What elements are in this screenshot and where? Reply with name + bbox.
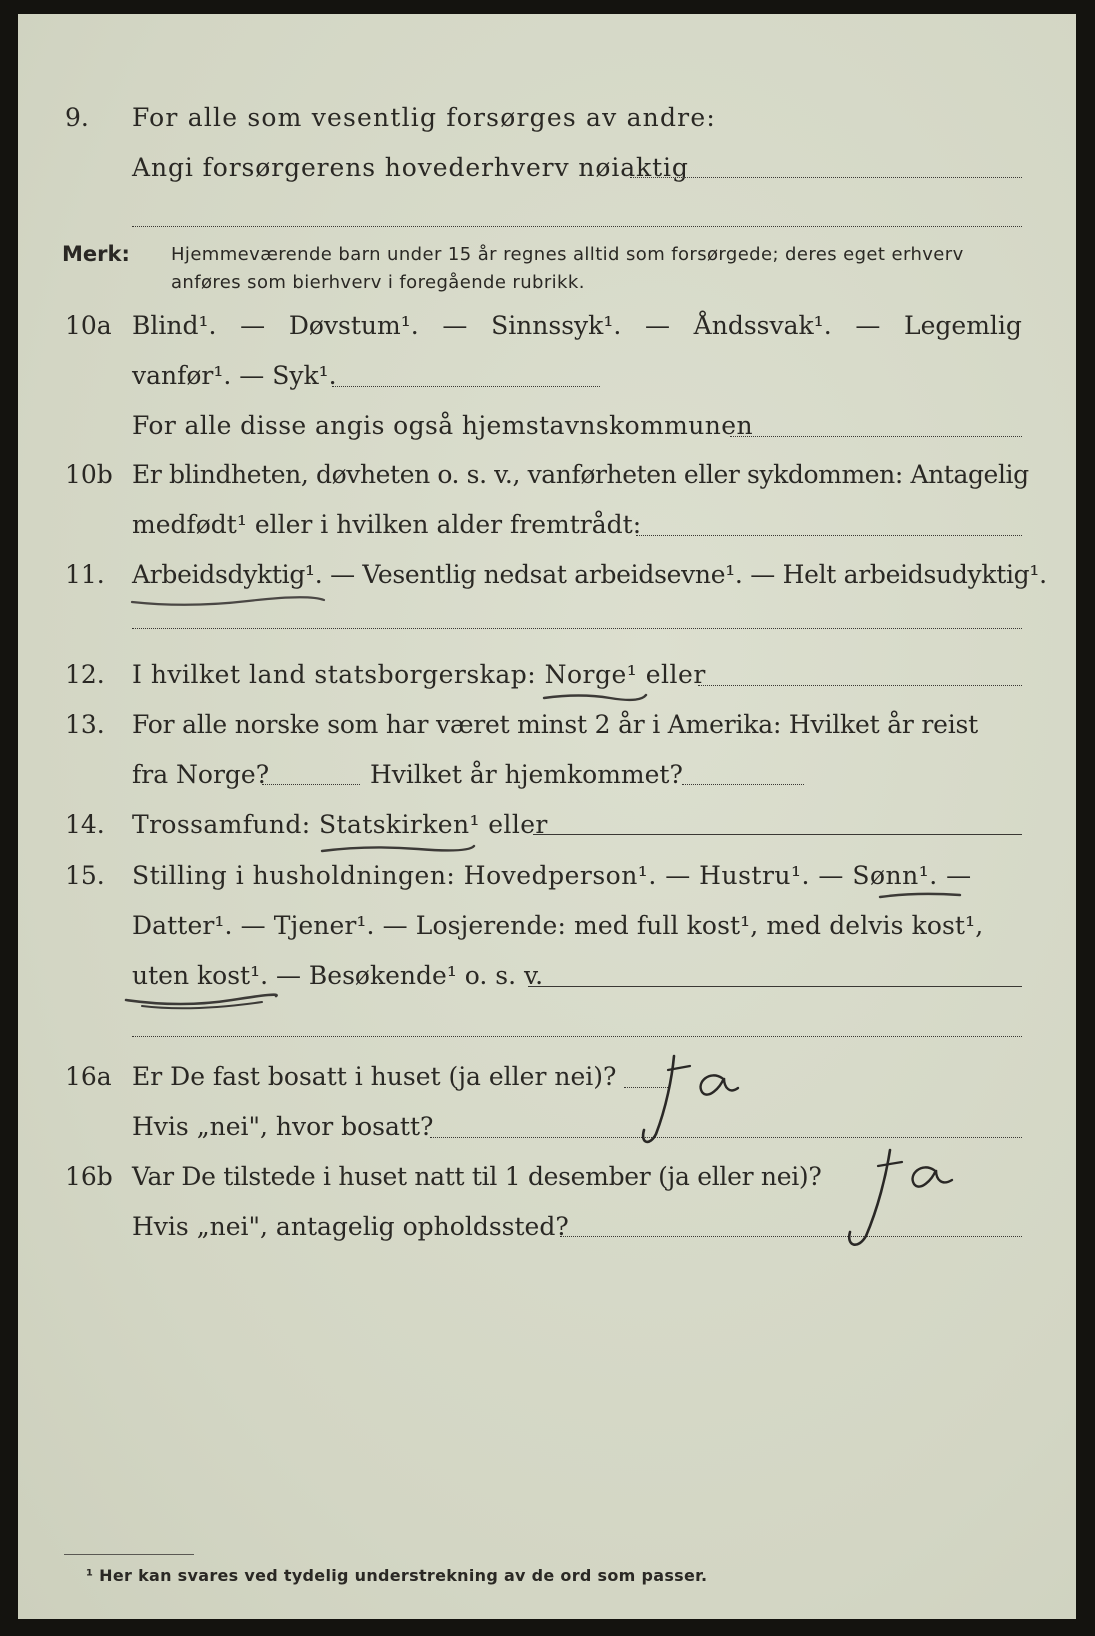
q10a-line3 — [18, 406, 1076, 446]
q16a-line2 — [18, 1107, 1076, 1147]
q10a-options — [132, 306, 1022, 346]
q13-number: 13. — [65, 710, 105, 739]
q10a-text-2: vanfør¹. — Syk¹. — [132, 361, 337, 390]
merk-text-2: anføres som bierhverv i foregående rubrikk. — [171, 272, 585, 293]
q14-text-1: Trossamfund: Statskirken¹ eller — [132, 810, 548, 839]
q13-answer-line-home — [682, 784, 804, 785]
q10b-number: 10b — [65, 460, 113, 489]
q10a-option-dovstum: Døvstum¹. — [288, 311, 419, 340]
q16a-text-2: Hvis „nei", hvor bosatt? — [132, 1112, 434, 1141]
q10a-option-blind: Blind¹. — [132, 311, 217, 340]
q13-text-1: For alle norske som har været minst 2 år i Amerika: Hvilket år reist — [132, 710, 979, 739]
q15-number: 15. — [65, 861, 105, 890]
q10a-dash-1: — — [240, 311, 266, 340]
q13-text-2a: fra Norge? — [132, 760, 270, 789]
handwritten-underline-uten-kost — [122, 986, 282, 1016]
q15-text-2: Datter¹. — Tjener¹. — Losjerende: med full kost¹, med delvis kost¹, — [132, 911, 984, 940]
q15-line2 — [18, 906, 1076, 946]
q10b-text-2: medfødt¹ eller i hvilken alder fremtrådt: — [132, 510, 642, 539]
q16a-number: 16a — [65, 1062, 112, 1091]
q13-line2 — [18, 755, 1076, 795]
q13-answer-line-from — [262, 784, 360, 785]
q14-number: 14. — [65, 810, 105, 839]
footnote-rule — [64, 1554, 194, 1555]
q9-answer-line-1 — [630, 177, 1022, 178]
q16b-text-1: Var De tilstede i huset natt til 1 desember (ja eller nei)? — [132, 1162, 822, 1191]
handwritten-underline-sonn — [876, 888, 966, 904]
q16b-number: 16b — [65, 1162, 113, 1191]
q10a-answer-line-1 — [332, 386, 600, 387]
q10b-line1 — [18, 455, 1076, 495]
q11-answer-line — [132, 628, 1022, 629]
q10a-dash-4: — — [855, 311, 881, 340]
merk-label: Merk: — [62, 242, 130, 266]
q12-text-1: I hvilket land statsborgerskap: Norge¹ eller — [132, 660, 706, 689]
q10a-line2 — [18, 356, 1076, 396]
handwritten-underline-arbeidsdyktig — [128, 592, 328, 612]
handwritten-underline-statskirken — [318, 840, 478, 858]
q15-text-3: uten kost¹. — Besøkende¹ o. s. v. — [132, 961, 544, 990]
q10a-dash-3: — — [644, 311, 670, 340]
q10b-text-1: Er blindheten, døvheten o. s. v., vanførheten eller sykdommen: Antagelig — [132, 460, 1029, 489]
q9-line1 — [18, 98, 1076, 138]
q10b-answer-line — [636, 535, 1022, 536]
q10a-dash-2: — — [442, 311, 468, 340]
q12-line1 — [18, 655, 1076, 695]
q9-answer-line-2 — [132, 226, 1022, 227]
q10a-text-3: For alle disse angis også hjemstavnskommunen — [132, 411, 753, 440]
q15-text-1: Stilling i husholdningen: Hovedperson¹. — Hustru¹. — Sønn¹. — — [132, 861, 972, 890]
q11-number: 11. — [65, 560, 105, 589]
q9-number: 9. — [65, 103, 89, 132]
q10a-option-sinnssyk: Sinnssyk¹. — [491, 311, 622, 340]
q10b-line2 — [18, 505, 1076, 545]
q16a-text-1: Er De fast bosatt i huset (ja eller nei)? — [132, 1062, 617, 1091]
handwritten-answer-16a — [630, 1048, 780, 1148]
q14-line1 — [18, 805, 1076, 845]
q15-answer-line-2 — [132, 1036, 1022, 1037]
q12-number: 12. — [65, 660, 105, 689]
q11-text-1: Arbeidsdyktig¹. — Vesentlig nedsat arbeidsevne¹. — Helt arbeidsudyktig¹. — [132, 560, 1047, 589]
q9-text-2: Angi forsørgerens hovederhverv nøiaktig — [132, 153, 689, 182]
q9-line2 — [18, 148, 1076, 188]
handwritten-answer-16b — [828, 1144, 988, 1254]
q13-text-2b: Hvilket år hjemkommet? — [370, 760, 683, 789]
handwritten-underline-norge — [540, 690, 650, 706]
q10a-option-legemlig: Legemlig — [904, 311, 1022, 340]
q10a-number: 10a — [65, 311, 112, 340]
footnote: ¹ Her kan svares ved tydelig understrekning av de ord som passer. — [86, 1566, 708, 1585]
q16a-line1 — [18, 1057, 1076, 1097]
q14-answer-line — [533, 834, 1022, 835]
q13-line1 — [18, 705, 1076, 745]
q15-answer-line-1 — [528, 986, 1022, 987]
census-form-page — [18, 14, 1076, 1619]
q16b-text-2: Hvis „nei", antagelig opholdssted? — [132, 1212, 569, 1241]
q12-answer-line — [698, 685, 1022, 686]
merk-text-1: Hjemmeværende barn under 15 år regnes alltid som forsørgede; deres eget erhverv — [171, 244, 964, 265]
q10a-option-andssvak: Åndssvak¹. — [693, 311, 832, 340]
q10a-answer-line-2 — [730, 436, 1022, 437]
q11-line1 — [18, 555, 1076, 595]
q10a-line1 — [18, 306, 1076, 346]
q9-text-1: For alle som vesentlig forsørges av andre: — [132, 103, 716, 132]
